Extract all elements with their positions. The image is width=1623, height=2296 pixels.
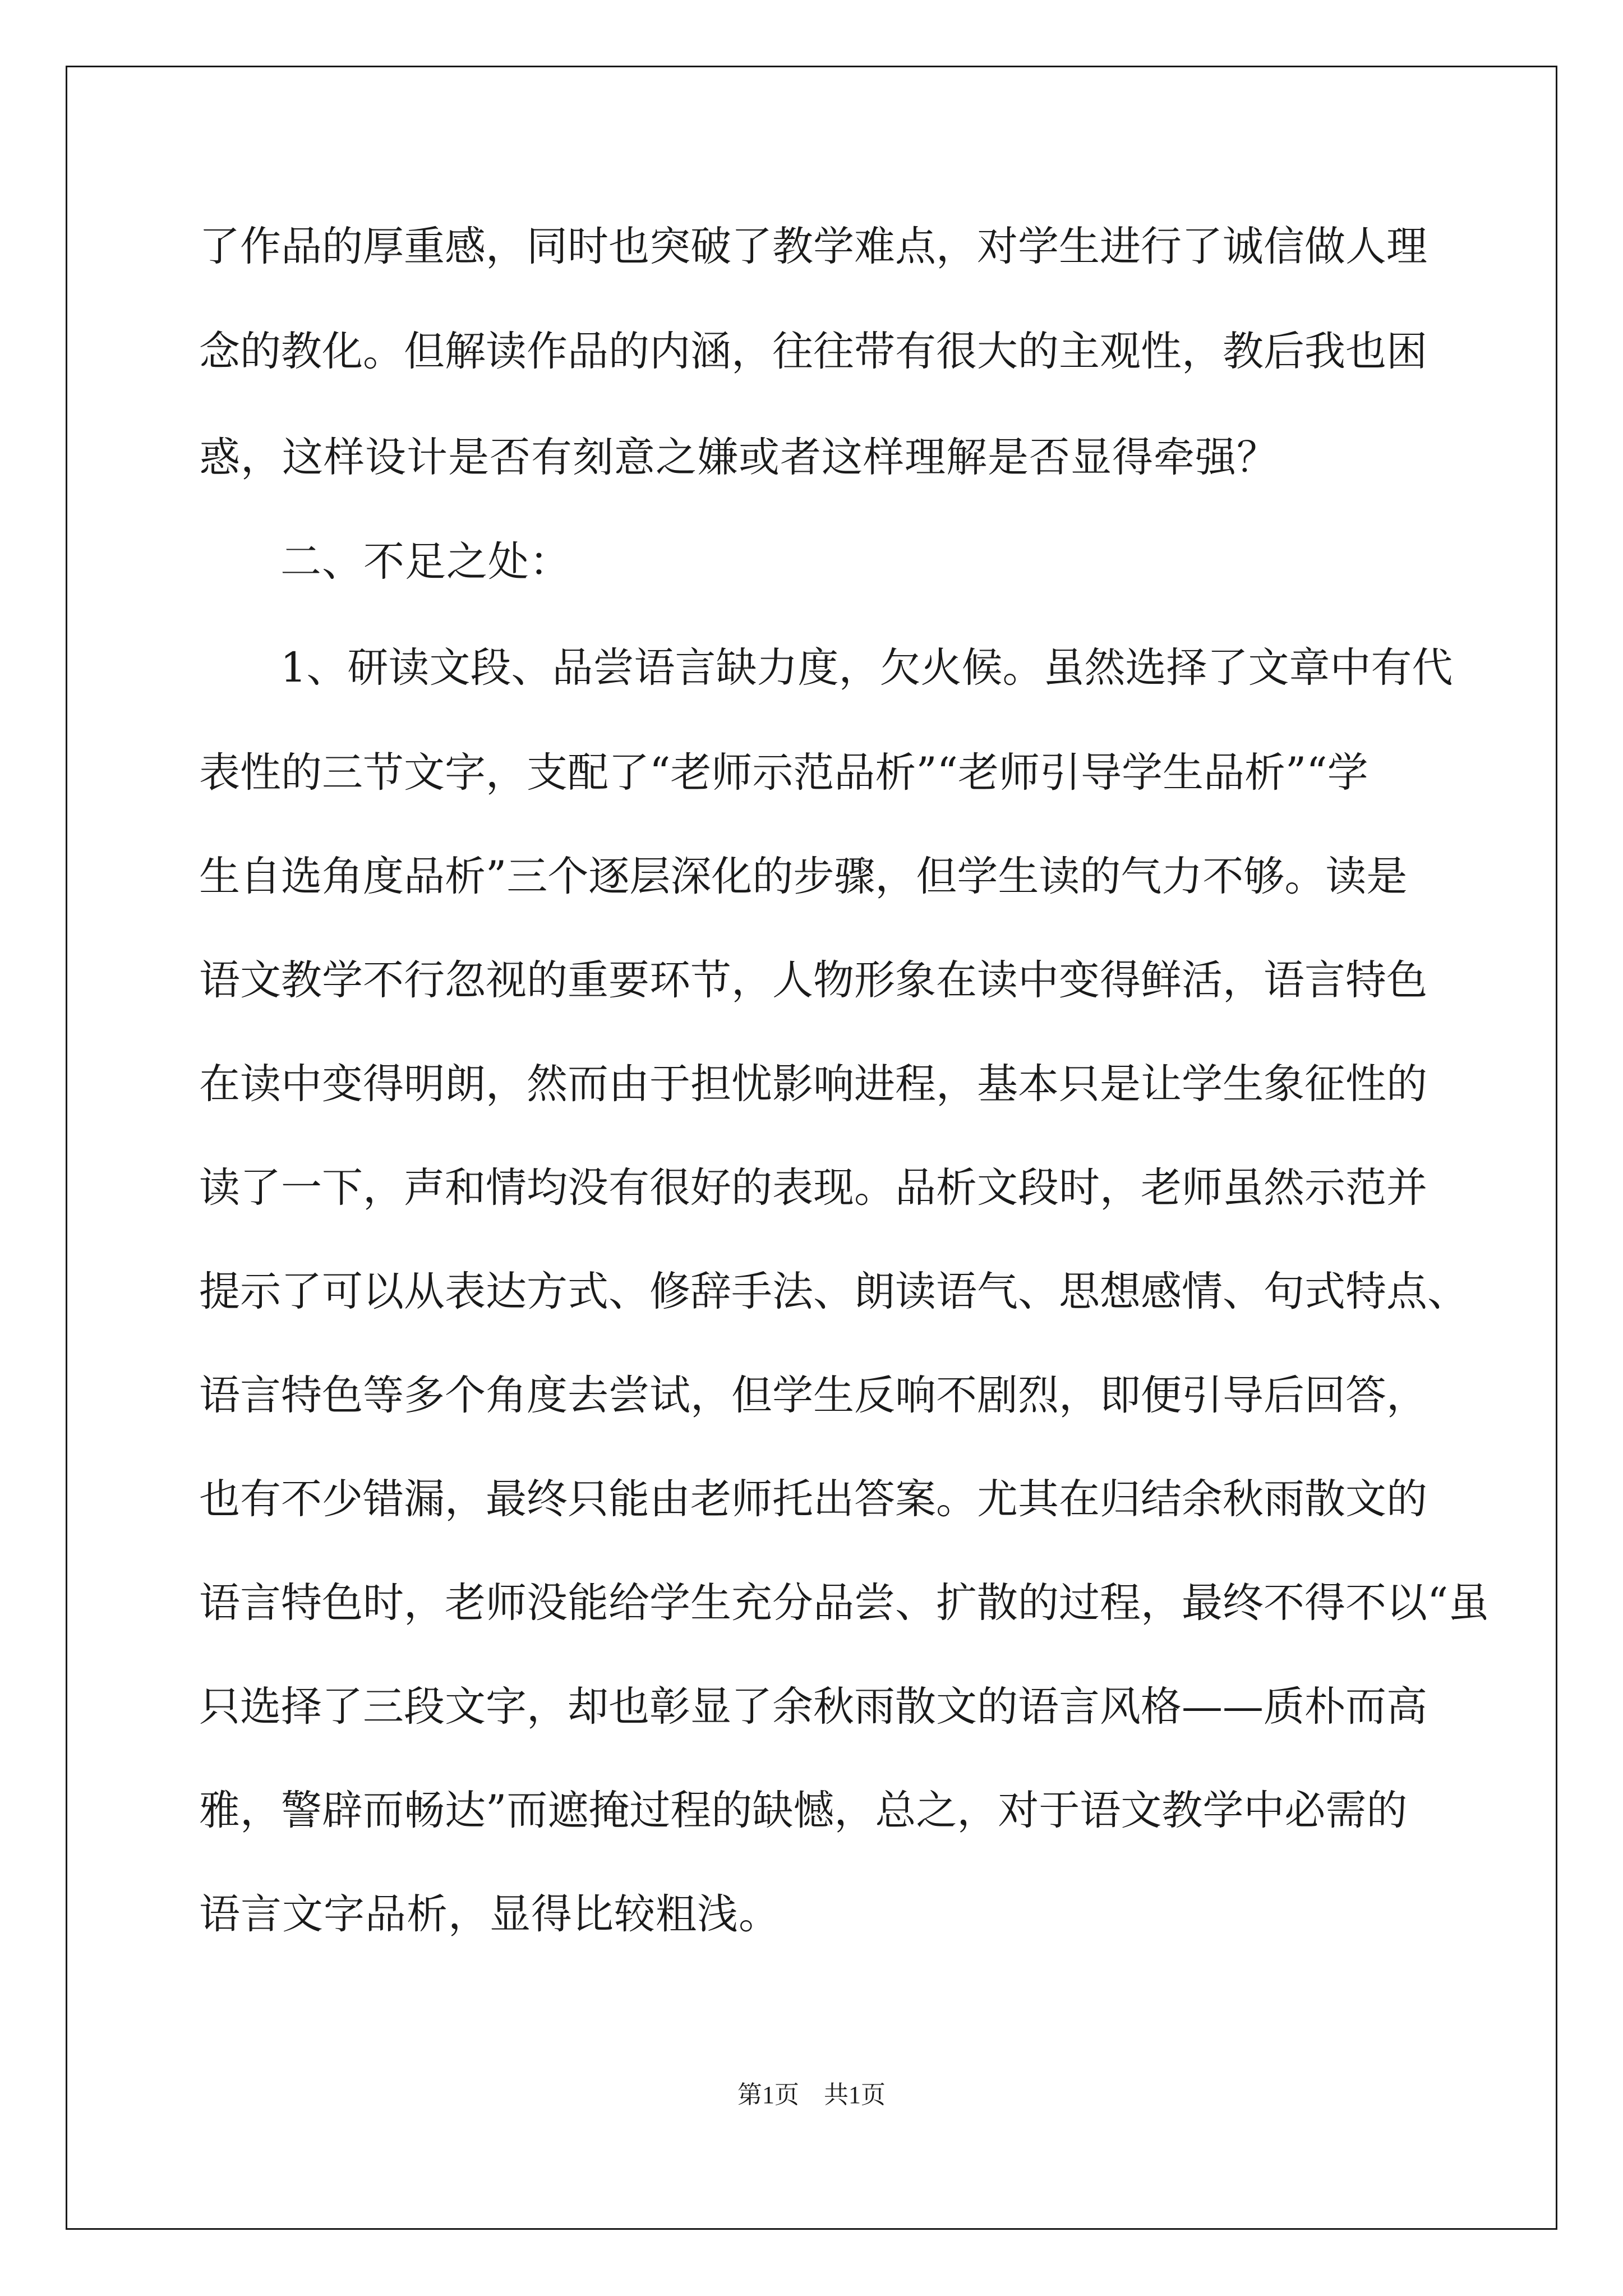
text-line-8: 语文教学不行忽视的重要环节，人物形象在读中变得鲜活，语言特色 <box>199 956 1427 1004</box>
text-line-2: 念的教化。但解读作品的内涵，往往带有很大的主观性，教后我也困 <box>199 328 1427 375</box>
text-line-14: 语言特色时，老师没能给学生充分品尝、扩散的过程，最终不得不以“虽 <box>199 1579 1490 1627</box>
page-number: 第1页 共1页 <box>737 2081 886 2109</box>
section-heading: 二、不足之处： <box>280 538 571 586</box>
text-line-16: 雅，警辟而畅达”而遮掩过程的缺憾，总之，对于语文教学中必需的 <box>199 1787 1408 1834</box>
text-line-6: 表性的三节文字，支配了“老师示范品析”“老师引导学生品析”“学 <box>199 749 1368 797</box>
text-line-1: 了作品的厚重感，同时也突破了教学难点，对学生进行了诚信做人理 <box>199 223 1427 270</box>
text-line-7: 生自选角度品析”三个逐层深化的步骤，但学生读的气力不够。读是 <box>199 853 1408 900</box>
text-line-9: 在读中变得明朗，然而由于担忧影响进程，基本只是让学生象征性的 <box>199 1060 1427 1108</box>
text-line-5: 1、研读文段、品尝语言缺力度，欠火候。虽然选择了文章中有代 <box>280 644 1453 692</box>
text-line-10: 读了一下，声和情均没有很好的表现。品析文段时，老师虽然示范并 <box>199 1164 1427 1212</box>
text-line-11: 提示了可以从表达方式、修辞手法、朗读语气、思想感情、句式特点、 <box>199 1268 1468 1315</box>
text-line-17: 语言文字品析，显得比较粗浅。 <box>199 1890 780 1938</box>
text-line-15: 只选择了三段文字，却也彰显了余秋雨散文的语言风格——质朴而高 <box>199 1683 1427 1731</box>
text-line-13: 也有不少错漏，最终只能由老师托出答案。尤其在归结余秋雨散文的 <box>199 1475 1427 1523</box>
text-line-12: 语言特色等多个角度去尝试，但学生反响不剧烈，即便引导后回答， <box>199 1372 1427 1419</box>
text-line-3: 惑，这样设计是否有刻意之嫌或者这样理解是否显得牵强？ <box>199 434 1278 481</box>
